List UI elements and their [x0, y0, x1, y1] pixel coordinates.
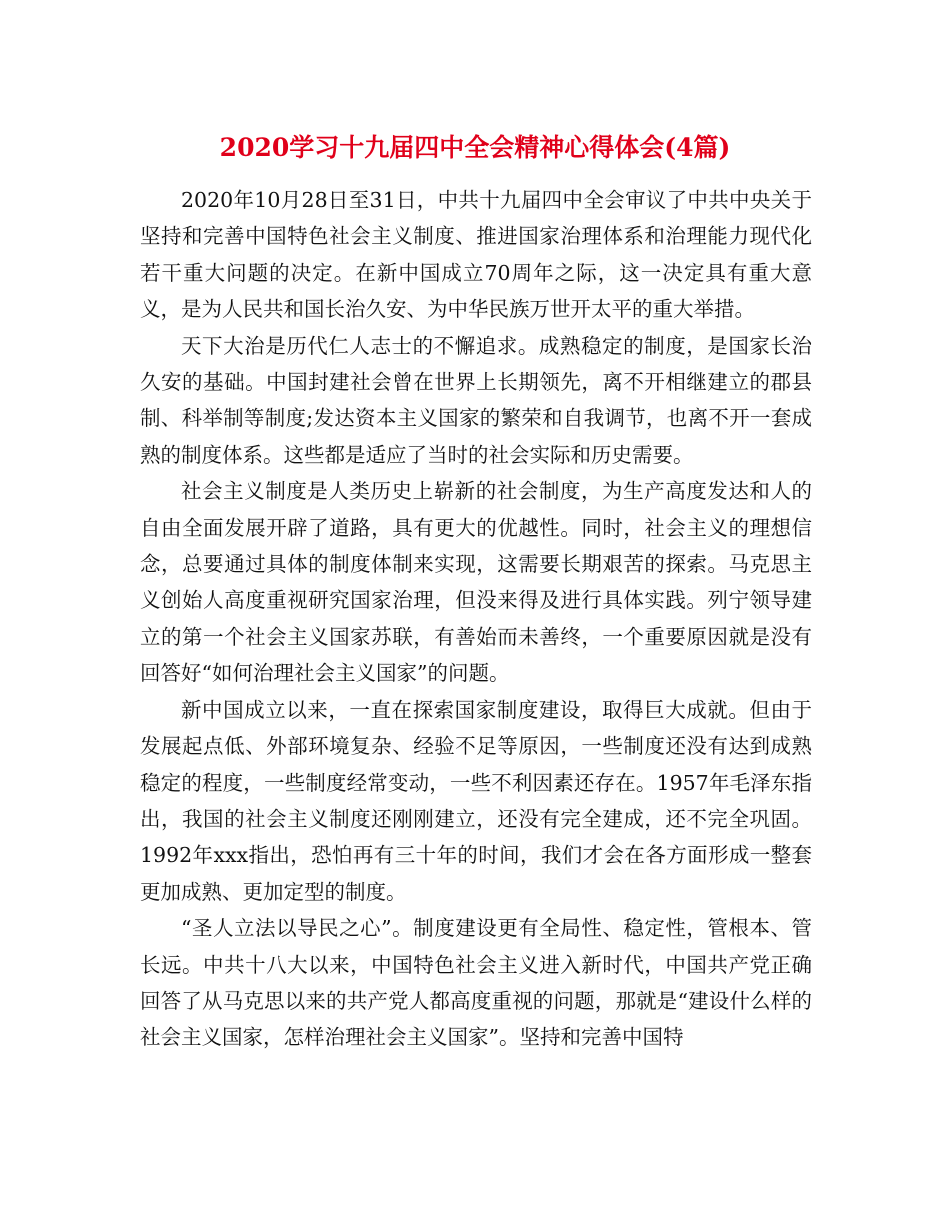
paragraph-3: 社会主义制度是人类历史上崭新的社会制度，为生产高度发达和人的自由全面发展开辟了道路，具有更大的优越性。同时，社会主义的理想信念，总要通过具体的制度体制来实现，这需要长期艰苦的探索。马克思主义创始人高度重视研究国家治理，但没来得及进行具体实践。列宁领导建立的第一个社会主义国家苏联，有善始而未善终，一个重要原因就是没有回答好“如何治理社会主义国家”的问题。 — [140, 479, 812, 686]
paragraph-1: 2020年10月28日至31日，中共十九届四中全会审议了中共中央关于坚持和完善中国特色社会主义制度、推进国家治理体系和治理能力现代化若干重大问题的决定。在新中国成立70周年之际，这一决定具有重大意义，是为人民共和国长治久安、为中华民族万世开太平的重大举措。 — [140, 188, 812, 322]
paragraph-5: “圣人立法以导民之心”。制度建设更有全局性、稳定性，管根本、管长远。中共十八大以来，中国特色社会主义进入新时代，中国共产党正确回答了从马克思以来的共产党人都高度重视的问题，那就是“建设什么样的社会主义国家，怎样治理社会主义国家”。坚持和完善中国特 — [140, 916, 812, 1050]
page-title: 2020学习十九届四中全会精神心得体会(4篇) — [219, 133, 731, 162]
paragraph-4: 新中国成立以来，一直在探索国家制度建设，取得巨大成就。但由于发展起点低、外部环境复杂、经验不足等原因，一些制度还没有达到成熟稳定的程度，一些制度经常变动，一些不利因素还存在。1957年毛泽东指出，我国的社会主义制度还刚刚建立，还没有完全建成，还不完全巩固。1992年xxx指出，恐怕再有三十年的时间，我们才会在各方面形成一整套更加成熟、更加定型的制度。 — [140, 697, 812, 904]
paragraph-2: 天下大治是历代仁人志士的不懈追求。成熟稳定的制度，是国家长治久安的基础。中国封建社会曾在世界上长期领先，离不开相继建立的郡县制、科举制等制度;发达资本主义国家的繁荣和自我调节，也离不开一套成熟的制度体系。这些都是适应了当时的社会实际和历史需要。 — [140, 333, 812, 467]
document-body — [140, 172, 812, 1056]
